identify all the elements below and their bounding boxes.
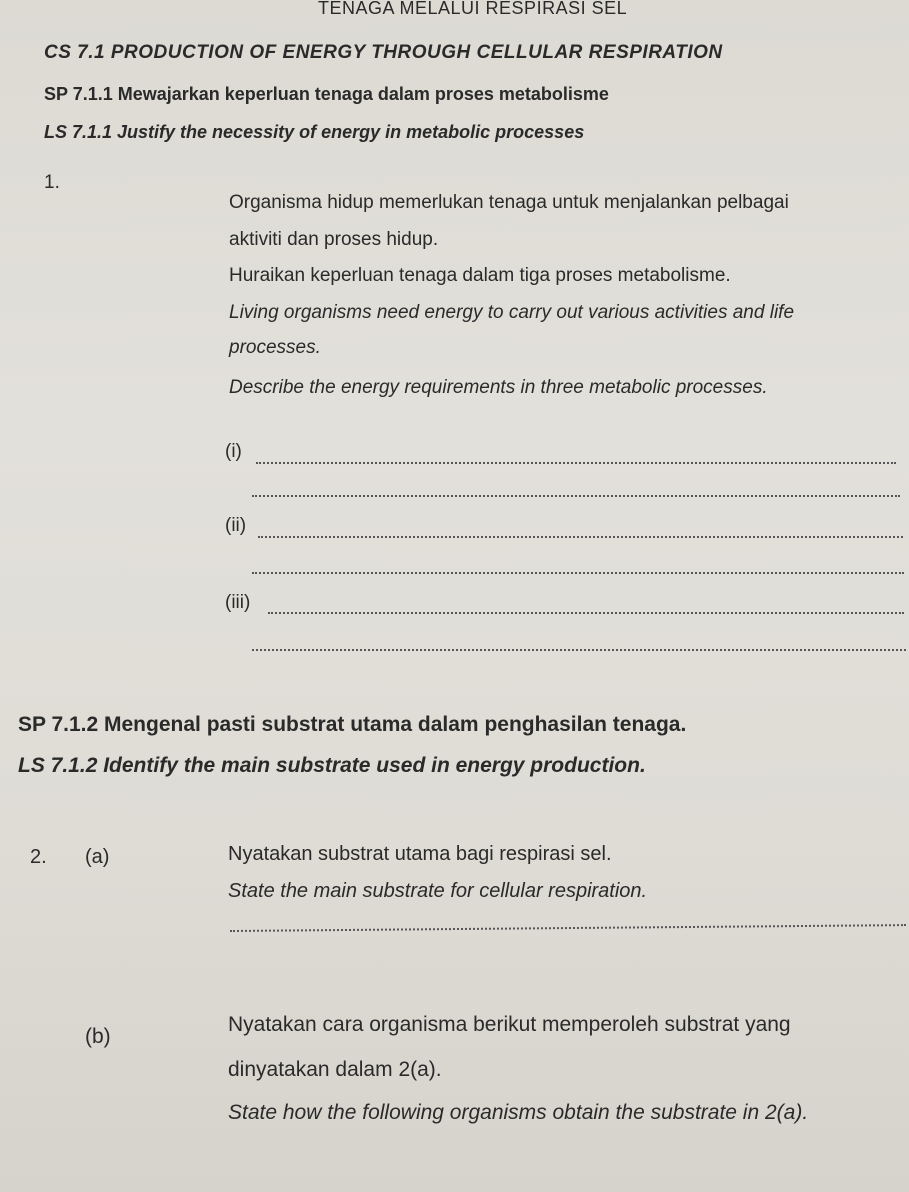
q2b-malay-line-2: dinyatakan dalam 2(a).	[228, 1058, 442, 1081]
q1-english-line-2: processes.	[229, 337, 321, 358]
answer-line-2a[interactable]	[230, 924, 906, 932]
q1-malay-line-2: aktiviti dan proses hidup.	[229, 229, 439, 250]
q2-part-b-label: (b)	[85, 1025, 111, 1048]
sp-heading-2: SP 7.1.2 Mengenal pasti substrat utama dalam penghasilan tenaga.	[18, 713, 687, 736]
question-1-number: 1.	[44, 172, 60, 193]
ls-heading-2: LS 7.1.2 Identify the main substrate used in energy production.	[18, 754, 646, 777]
q2a-english: State the main substrate for cellular respiration.	[228, 880, 648, 902]
answer-line-i-2[interactable]	[252, 495, 900, 497]
q2b-malay-line-1: Nyatakan cara organisma berikut memperoleh substrat yang	[228, 1013, 791, 1036]
sp-heading-1: SP 7.1.1 Mewajarkan keperluan tenaga dalam proses metabolisme	[44, 84, 609, 104]
answer-line-ii-1[interactable]	[258, 536, 903, 538]
answer-label-i: (i)	[225, 441, 242, 462]
ls-heading-1: LS 7.1.1 Justify the necessity of energy in metabolic processes	[44, 122, 585, 142]
answer-line-i-1[interactable]	[256, 462, 896, 464]
chapter-title: TENAGA MELALUI RESPIRASI SEL	[318, 0, 628, 18]
cs-title: CS 7.1 PRODUCTION OF ENERGY THROUGH CELLULAR RESPIRATION	[44, 42, 723, 63]
answer-line-iii-1[interactable]	[268, 612, 904, 614]
answer-label-ii: (ii)	[225, 515, 247, 536]
q2-part-a-label: (a)	[85, 846, 110, 868]
answer-line-ii-2[interactable]	[252, 572, 904, 574]
question-2-number: 2.	[30, 846, 47, 868]
q2b-english: State how the following organisms obtain the substrate in 2(a).	[228, 1101, 809, 1124]
answer-line-iii-2[interactable]	[252, 649, 906, 651]
q1-english-line-3: Describe the energy requirements in three metabolic processes.	[229, 377, 768, 398]
q1-malay-line-3: Huraikan keperluan tenaga dalam tiga proses metabolisme.	[229, 265, 731, 286]
answer-label-iii: (iii)	[225, 592, 251, 613]
q1-english-line-1: Living organisms need energy to carry out various activities and life	[229, 302, 795, 323]
q1-malay-line-1: Organisma hidup memerlukan tenaga untuk menjalankan pelbagai	[229, 192, 789, 213]
q2a-malay: Nyatakan substrat utama bagi respirasi sel.	[228, 843, 612, 865]
